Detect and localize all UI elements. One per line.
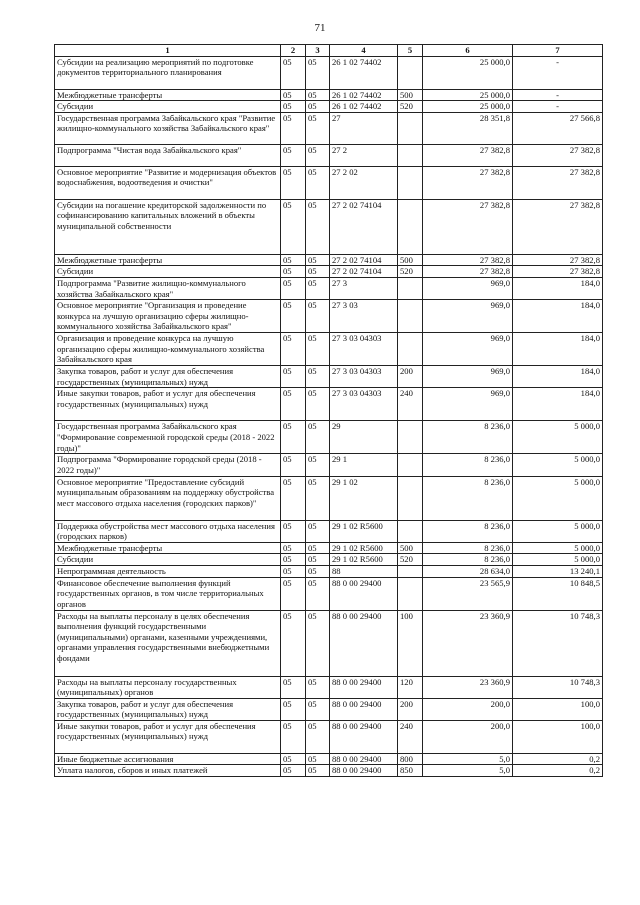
budget-table: [54, 44, 603, 777]
cell-subsection: 05: [306, 520, 330, 542]
cell-expense-type: [398, 112, 423, 144]
cell-amount-1: 8 236,0: [423, 542, 513, 554]
column-header: 2: [281, 45, 306, 57]
cell-amount-1: 200,0: [423, 698, 513, 720]
cell-name: Поддержка обустройства мест массового отдыха населения (городских парков): [55, 520, 281, 542]
cell-subsection: 05: [306, 542, 330, 554]
cell-amount-2: 5 000,0: [513, 554, 603, 566]
cell-name: Подпрограмма "Формирование городской среды (2018 - 2022 годы)": [55, 454, 281, 476]
cell-section: 05: [281, 56, 306, 89]
cell-amount-2: 5 000,0: [513, 476, 603, 520]
cell-section: 05: [281, 300, 306, 333]
cell-target-article: 88 0 00 29400: [330, 753, 398, 765]
cell-amount-1: 969,0: [423, 333, 513, 366]
cell-amount-2: 27 566,8: [513, 112, 603, 144]
cell-target-article: 88 0 00 29400: [330, 676, 398, 698]
column-header: 7: [513, 45, 603, 57]
table-row: [55, 476, 603, 520]
cell-section: 05: [281, 554, 306, 566]
cell-amount-1: 5,0: [423, 753, 513, 765]
cell-expense-type: 120: [398, 676, 423, 698]
cell-subsection: 05: [306, 166, 330, 199]
cell-subsection: 05: [306, 676, 330, 698]
cell-subsection: 05: [306, 698, 330, 720]
cell-name: Непрограммная деятельность: [55, 565, 281, 577]
cell-name: Расходы на выплаты персоналу государственных (муниципальных) органов: [55, 676, 281, 698]
cell-amount-1: 8 236,0: [423, 421, 513, 454]
cell-amount-2: 5 000,0: [513, 421, 603, 454]
cell-amount-2: 27 382,8: [513, 144, 603, 166]
cell-name: Государственная программа Забайкальского края "Формирование современной городской среды (2018 - 2022 годы)": [55, 421, 281, 454]
column-header: 5: [398, 45, 423, 57]
cell-subsection: 05: [306, 565, 330, 577]
cell-name: Финансовое обеспечение выполнения функций государственных органов, в том числе территориальных органов: [55, 577, 281, 610]
cell-expense-type: 520: [398, 101, 423, 113]
cell-name: Расходы на выплаты персоналу в целях обеспечения выполнения функций государственными (муниципальными) органами, казенными учреждениями, органами управления государственными внебюджетными фондами: [55, 610, 281, 676]
cell-section: 05: [281, 720, 306, 753]
table-row: [55, 199, 603, 254]
cell-target-article: 88: [330, 565, 398, 577]
cell-target-article: 88 0 00 29400: [330, 765, 398, 777]
cell-amount-2: 13 240,1: [513, 565, 603, 577]
cell-expense-type: [398, 333, 423, 366]
cell-amount-1: 8 236,0: [423, 554, 513, 566]
cell-name: Закупка товаров, работ и услуг для обеспечения государственных (муниципальных) нужд: [55, 366, 281, 388]
cell-expense-type: 500: [398, 89, 423, 101]
cell-section: 05: [281, 421, 306, 454]
cell-amount-1: 200,0: [423, 720, 513, 753]
cell-amount-1: 27 382,8: [423, 144, 513, 166]
cell-amount-2: -: [513, 89, 603, 101]
table-row: [55, 388, 603, 421]
cell-section: 05: [281, 254, 306, 266]
cell-name: Субсидии: [55, 554, 281, 566]
table-row: [55, 676, 603, 698]
column-header: 1: [55, 45, 281, 57]
cell-section: 05: [281, 676, 306, 698]
cell-target-article: 29 1: [330, 454, 398, 476]
cell-section: 05: [281, 765, 306, 777]
cell-subsection: 05: [306, 101, 330, 113]
cell-subsection: 05: [306, 333, 330, 366]
cell-amount-1: 28 351,8: [423, 112, 513, 144]
cell-amount-1: 25 000,0: [423, 101, 513, 113]
cell-subsection: 05: [306, 199, 330, 254]
cell-subsection: 05: [306, 388, 330, 421]
cell-target-article: 27 3 03 04303: [330, 333, 398, 366]
cell-expense-type: [398, 577, 423, 610]
cell-amount-2: 27 382,8: [513, 199, 603, 254]
cell-name: Межбюджетные трансферты: [55, 89, 281, 101]
cell-expense-type: [398, 421, 423, 454]
cell-amount-1: 8 236,0: [423, 476, 513, 520]
table-row: [55, 56, 603, 89]
table-row: [55, 720, 603, 753]
cell-subsection: 05: [306, 421, 330, 454]
cell-expense-type: [398, 520, 423, 542]
page-number: 71: [314, 22, 326, 34]
cell-amount-1: 27 382,8: [423, 199, 513, 254]
cell-amount-2: 10 748,3: [513, 610, 603, 676]
table-row: [55, 101, 603, 113]
cell-amount-1: 5,0: [423, 765, 513, 777]
cell-expense-type: 520: [398, 554, 423, 566]
cell-section: 05: [281, 698, 306, 720]
table-body: [55, 56, 603, 776]
cell-expense-type: 100: [398, 610, 423, 676]
cell-subsection: 05: [306, 56, 330, 89]
cell-section: 05: [281, 753, 306, 765]
cell-amount-2: 27 382,8: [513, 254, 603, 266]
cell-name: Межбюджетные трансферты: [55, 542, 281, 554]
cell-amount-2: 10 848,5: [513, 577, 603, 610]
column-header: 3: [306, 45, 330, 57]
cell-name: Иные закупки товаров, работ и услуг для обеспечения государственных (муниципальных) нужд: [55, 388, 281, 421]
table-row: [55, 565, 603, 577]
cell-expense-type: 520: [398, 266, 423, 278]
cell-subsection: 05: [306, 144, 330, 166]
cell-target-article: 27 2 02: [330, 166, 398, 199]
table-row: [55, 698, 603, 720]
cell-amount-1: 25 000,0: [423, 89, 513, 101]
cell-amount-1: 23 360,9: [423, 610, 513, 676]
cell-expense-type: [398, 199, 423, 254]
cell-expense-type: 850: [398, 765, 423, 777]
cell-target-article: 88 0 00 29400: [330, 720, 398, 753]
cell-target-article: 26 1 02 74402: [330, 56, 398, 89]
cell-amount-1: 969,0: [423, 388, 513, 421]
cell-amount-1: 969,0: [423, 277, 513, 299]
cell-name: Подпрограмма "Развитие жилищно-коммунального хозяйства Забайкальского края": [55, 277, 281, 299]
table-row: [55, 765, 603, 777]
cell-target-article: 27 3 03 04303: [330, 366, 398, 388]
table-row: [55, 454, 603, 476]
table-row: [55, 144, 603, 166]
cell-expense-type: [398, 144, 423, 166]
cell-subsection: 05: [306, 277, 330, 299]
table-row: [55, 89, 603, 101]
cell-target-article: 88 0 00 29400: [330, 577, 398, 610]
cell-amount-2: 184,0: [513, 300, 603, 333]
cell-amount-2: 27 382,8: [513, 266, 603, 278]
cell-amount-2: 184,0: [513, 333, 603, 366]
table-row: [55, 254, 603, 266]
cell-amount-1: 28 634,0: [423, 565, 513, 577]
table-row: [55, 753, 603, 765]
cell-target-article: 27 3 03 04303: [330, 388, 398, 421]
cell-subsection: 05: [306, 254, 330, 266]
cell-amount-2: 100,0: [513, 698, 603, 720]
cell-target-article: 27: [330, 112, 398, 144]
cell-name: Организация и проведение конкурса на лучшую организацию сферы жилищно-коммунального хозяйства Забайкальского края: [55, 333, 281, 366]
cell-amount-1: 27 382,8: [423, 166, 513, 199]
column-header: 4: [330, 45, 398, 57]
table-row: [55, 112, 603, 144]
cell-name: Межбюджетные трансферты: [55, 254, 281, 266]
cell-name: Закупка товаров, работ и услуг для обеспечения государственных (муниципальных) нужд: [55, 698, 281, 720]
cell-target-article: 26 1 02 74402: [330, 101, 398, 113]
cell-section: 05: [281, 199, 306, 254]
cell-section: 05: [281, 277, 306, 299]
cell-section: 05: [281, 577, 306, 610]
cell-subsection: 05: [306, 577, 330, 610]
cell-name: Субсидии: [55, 266, 281, 278]
cell-expense-type: [398, 56, 423, 89]
cell-name: Субсидии на реализацию мероприятий по подготовке документов территориального планирования: [55, 56, 281, 89]
cell-section: 05: [281, 542, 306, 554]
table-row: [55, 421, 603, 454]
table-row: [55, 542, 603, 554]
cell-expense-type: 200: [398, 698, 423, 720]
cell-target-article: 27 3: [330, 277, 398, 299]
cell-target-article: 27 2 02 74104: [330, 199, 398, 254]
cell-amount-2: 27 382,8: [513, 166, 603, 199]
cell-amount-1: 25 000,0: [423, 56, 513, 89]
cell-amount-1: 27 382,8: [423, 266, 513, 278]
cell-section: 05: [281, 266, 306, 278]
cell-subsection: 05: [306, 112, 330, 144]
cell-subsection: 05: [306, 454, 330, 476]
cell-subsection: 05: [306, 765, 330, 777]
cell-subsection: 05: [306, 476, 330, 520]
cell-target-article: 29 1 02 R5600: [330, 542, 398, 554]
cell-section: 05: [281, 610, 306, 676]
cell-name: Основное мероприятие "Предоставление субсидий муниципальным образованиям на поддержку обустройства мест массового отдыха населения (городских парков)": [55, 476, 281, 520]
cell-amount-2: 184,0: [513, 277, 603, 299]
cell-amount-1: 8 236,0: [423, 520, 513, 542]
cell-section: 05: [281, 101, 306, 113]
cell-target-article: 26 1 02 74402: [330, 89, 398, 101]
cell-section: 05: [281, 388, 306, 421]
cell-expense-type: [398, 300, 423, 333]
cell-amount-2: 5 000,0: [513, 520, 603, 542]
cell-section: 05: [281, 333, 306, 366]
cell-amount-2: 100,0: [513, 720, 603, 753]
cell-target-article: 88 0 00 29400: [330, 698, 398, 720]
cell-amount-1: 27 382,8: [423, 254, 513, 266]
cell-amount-2: 10 748,3: [513, 676, 603, 698]
cell-section: 05: [281, 166, 306, 199]
table-row: [55, 300, 603, 333]
cell-name: Иные закупки товаров, работ и услуг для обеспечения государственных (муниципальных) нужд: [55, 720, 281, 753]
cell-subsection: 05: [306, 720, 330, 753]
cell-section: 05: [281, 89, 306, 101]
cell-name: Государственная программа Забайкальского края "Развитие жилищно-коммунального хозяйства Забайкальского края": [55, 112, 281, 144]
table-row: [55, 166, 603, 199]
cell-expense-type: 500: [398, 254, 423, 266]
table-row: [55, 520, 603, 542]
cell-target-article: 27 3 03: [330, 300, 398, 333]
cell-expense-type: 500: [398, 542, 423, 554]
cell-amount-2: 0,2: [513, 753, 603, 765]
cell-amount-2: 184,0: [513, 366, 603, 388]
cell-amount-1: 8 236,0: [423, 454, 513, 476]
cell-target-article: 27 2: [330, 144, 398, 166]
cell-subsection: 05: [306, 554, 330, 566]
table-row: [55, 577, 603, 610]
cell-subsection: 05: [306, 89, 330, 101]
cell-amount-2: 5 000,0: [513, 454, 603, 476]
cell-amount-2: -: [513, 101, 603, 113]
cell-section: 05: [281, 144, 306, 166]
cell-subsection: 05: [306, 366, 330, 388]
cell-name: Субсидии на погашение кредиторской задолженности по софинансированию капитальных вложений в объекты муниципальной собственности: [55, 199, 281, 254]
cell-expense-type: 200: [398, 366, 423, 388]
cell-section: 05: [281, 476, 306, 520]
cell-subsection: 05: [306, 266, 330, 278]
cell-name: Уплата налогов, сборов и иных платежей: [55, 765, 281, 777]
cell-expense-type: [398, 454, 423, 476]
cell-subsection: 05: [306, 753, 330, 765]
cell-name: Основное мероприятие "Организация и проведение конкурса на лучшую организацию сферы жилищно-коммунального хозяйства Забайкальского края": [55, 300, 281, 333]
cell-amount-1: 23 565,9: [423, 577, 513, 610]
cell-name: Подпрограмма "Чистая вода Забайкальского края": [55, 144, 281, 166]
cell-target-article: 29: [330, 421, 398, 454]
cell-expense-type: 240: [398, 388, 423, 421]
cell-amount-2: 0,2: [513, 765, 603, 777]
cell-amount-1: 23 360,9: [423, 676, 513, 698]
column-header: 6: [423, 45, 513, 57]
cell-target-article: 29 1 02 R5600: [330, 520, 398, 542]
cell-expense-type: 800: [398, 753, 423, 765]
cell-target-article: 27 2 02 74104: [330, 254, 398, 266]
cell-section: 05: [281, 454, 306, 476]
table-row: [55, 266, 603, 278]
cell-amount-2: -: [513, 56, 603, 89]
cell-amount-2: 5 000,0: [513, 542, 603, 554]
cell-section: 05: [281, 565, 306, 577]
cell-amount-1: 969,0: [423, 300, 513, 333]
cell-section: 05: [281, 520, 306, 542]
cell-target-article: 27 2 02 74104: [330, 266, 398, 278]
cell-name: Иные бюджетные ассигнования: [55, 753, 281, 765]
cell-subsection: 05: [306, 610, 330, 676]
cell-expense-type: [398, 565, 423, 577]
cell-expense-type: [398, 277, 423, 299]
cell-target-article: 29 1 02: [330, 476, 398, 520]
table-header-row: [55, 45, 603, 57]
cell-expense-type: [398, 166, 423, 199]
table-row: [55, 277, 603, 299]
table-row: [55, 366, 603, 388]
table-row: [55, 610, 603, 676]
cell-target-article: 29 1 02 R5600: [330, 554, 398, 566]
cell-target-article: 88 0 00 29400: [330, 610, 398, 676]
cell-section: 05: [281, 112, 306, 144]
cell-name: Основное мероприятие "Развитие и модернизация объектов водоснабжения, водоотведения и очистки": [55, 166, 281, 199]
cell-name: Субсидии: [55, 101, 281, 113]
cell-section: 05: [281, 366, 306, 388]
cell-amount-1: 969,0: [423, 366, 513, 388]
cell-expense-type: 240: [398, 720, 423, 753]
table-row: [55, 333, 603, 366]
cell-subsection: 05: [306, 300, 330, 333]
cell-expense-type: [398, 476, 423, 520]
cell-amount-2: 184,0: [513, 388, 603, 421]
table-row: [55, 554, 603, 566]
